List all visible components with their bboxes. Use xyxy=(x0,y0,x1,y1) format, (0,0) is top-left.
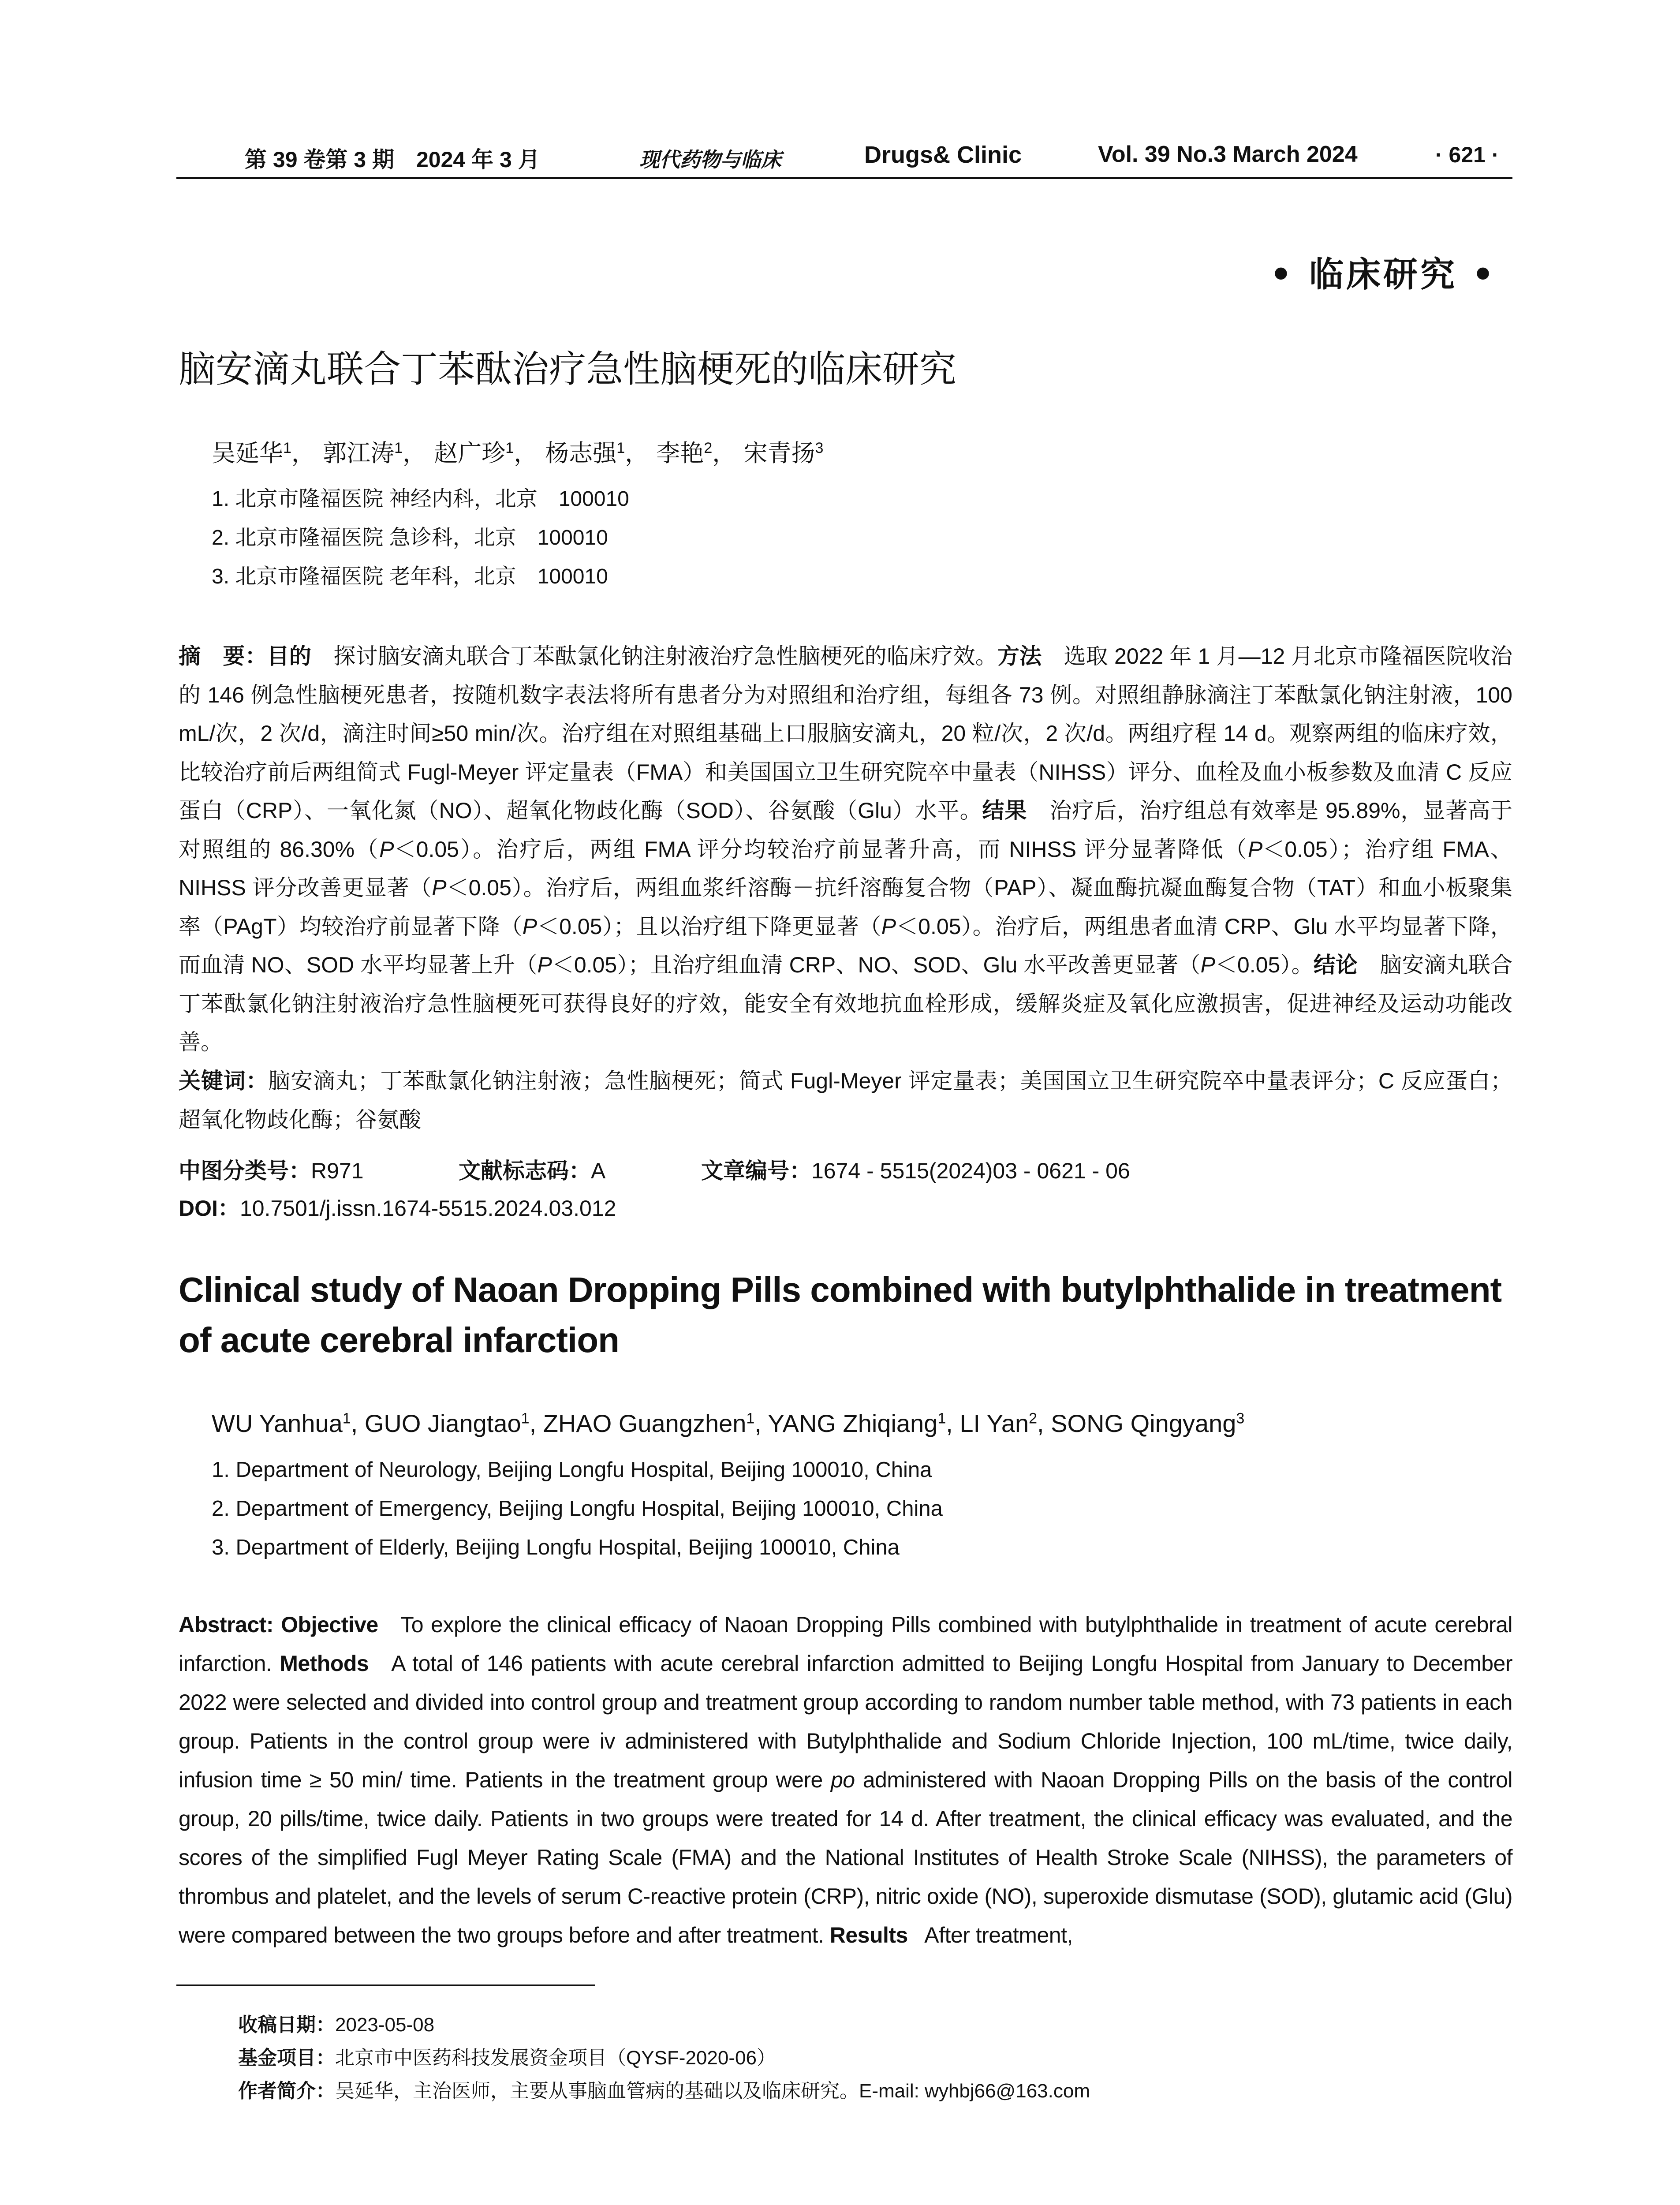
header-journal-en: Drugs& Clinic xyxy=(864,142,1022,168)
en-author-aff: 3 xyxy=(1236,1410,1245,1427)
cn-title: 脑安滴丸联合丁苯酞治疗急性脑梗死的临床研究 xyxy=(179,348,957,391)
cn-abstract xyxy=(179,637,1512,1062)
cn-doi: DOI：10.7501/j.issn.1674-5515.2024.03.012 xyxy=(179,1196,616,1221)
header-rule xyxy=(176,177,1512,179)
cn-author-aff: 1 xyxy=(505,440,514,456)
cn-author-aff: 1 xyxy=(616,440,625,456)
en-objective-label: Objective xyxy=(281,1612,378,1637)
en-author: SONG Qingyang xyxy=(1051,1409,1236,1437)
footnote-received: 收稿日期：2023-05-08 xyxy=(238,2014,435,2036)
en-author-aff: 2 xyxy=(1029,1410,1038,1427)
cn-author: 杨志强 xyxy=(545,439,617,467)
en-author-aff: 1 xyxy=(521,1410,530,1427)
cn-author: 宋青扬 xyxy=(743,439,815,467)
cn-keywords-text: 脑安滴丸；丁苯酞氯化钠注射液；急性脑梗死；简式 Fugl-Meyer 评定量表；美国国立卫生研究院卒中量表评分；C 反应蛋白；超氧化物歧化酶；谷氨酸 xyxy=(179,1069,1512,1132)
en-affiliation: 1. Department of Neurology, Beijing Longfu Hospital, Beijing 100010, China xyxy=(212,1458,932,1482)
cn-clc: 中图分类号：R971 xyxy=(179,1159,364,1183)
en-affiliation: 3. Department of Elderly, Beijing Longfu Hospital, Beijing 100010, China xyxy=(212,1536,900,1559)
footnote-author-bio: 作者简介：吴延华，主治医师，主要从事脑血管病的基础以及临床研究。E-mail: wyhbj66@163.com xyxy=(238,2080,1090,2102)
en-author: ZHAO Guangzhen xyxy=(543,1409,747,1437)
cn-affiliation: 1. 北京市隆福医院 神经内科，北京 100010 xyxy=(212,487,629,511)
cn-results-label: 结果 xyxy=(982,798,1027,823)
cn-doc-code: 文献标志码：A xyxy=(459,1159,606,1183)
en-objective: To explore the clinical efficacy of Naoan Dropping Pills combined with butylphthalide in treatment of acute cerebral infarction. xyxy=(179,1612,1512,1676)
cn-author: 李艳 xyxy=(656,439,704,467)
cn-author: 郭江涛 xyxy=(323,439,395,467)
cn-objective: 探讨脑安滴丸联合丁苯酞氯化钠注射液治疗急性脑梗死的临床疗效。 xyxy=(333,644,997,669)
cn-objective-label: 目的 xyxy=(267,644,312,669)
section-tag: • 临床研究 • xyxy=(1270,254,1497,295)
cn-author-aff: 1 xyxy=(283,440,291,456)
header-journal-cn: 现代药物与临床 xyxy=(639,148,781,172)
header-issue-cn: 第 39 卷第 3 期 2024 年 3 月 xyxy=(245,147,540,172)
cn-abstract-label: 摘 要： xyxy=(179,644,267,669)
en-authors: WU Yanhua$^1$, GUO Jiangtao$^1$, ZHAO Guangzhen$^1$, YANG Zhiqiang$^1$, LI Yan$^2$, SONG Qingyang$^3$ xyxy=(212,1409,1245,1437)
cn-methods: 选取 2022 年 1 月—12 月北京市隆福医院收治的 146 例急性脑梗死患者，按随机数字表法将所有患者分为对照组和治疗组，每组各 73 例。对照组静脉滴注丁苯酞氯化钠注射液，100 mL/次，2 次/d，滴注时间≥50 min/次。治疗组在对照组基础上口服脑安滴丸，20 粒/次，2 次/d。两组疗程 14 d。观察两组的临床疗效，比较治疗前后两组简式 Fugl-Meyer 评定量表（FMA）和美国国立卫生研究院卒中量表（NIHSS）评分、血栓及血小板参数及血清 C 反应蛋白（CRP）、一氧化氮（NO）、超氧化物歧化酶（SOD）、谷氨酸（Glu）水平。 xyxy=(179,644,1512,823)
en-author-aff: 1 xyxy=(342,1410,351,1427)
cn-author-aff: 2 xyxy=(704,440,713,456)
footnote-fund: 基金项目：北京市中医药科技发展资金项目（QYSF-2020-06） xyxy=(238,2047,776,2069)
cn-keywords xyxy=(179,1062,1512,1139)
cn-author: 吴延华 xyxy=(212,439,283,467)
en-author: GUO Jiangtao xyxy=(364,1409,521,1437)
en-abstract xyxy=(179,1605,1512,1955)
cn-authors: 吴延华$^1$， 郭江涛$^1$， 赵广珍$^1$， 杨志强$^1$， 李艳$^2$， 宋青扬$^3$ xyxy=(212,439,824,467)
en-author: LI Yan xyxy=(959,1409,1029,1437)
header-page-number: · 621 · xyxy=(1435,142,1499,167)
footnote-rule xyxy=(176,1984,595,1986)
en-methods-label: Methods xyxy=(280,1651,369,1676)
en-author-aff: 1 xyxy=(937,1410,946,1427)
en-methods: A total of 146 patients with acute cerebral infarction admitted to Beijing Longfu Hospital from January to December 2022 were selected and divided into control group and treatment group according to random number table method, with 73 patients in each group. Patients in the control group were iv administered with Butylphthalide and Sodium Chloride Injection, 100 mL/time, twice daily, infusion time ≥ 50 min/ time. Patients in the treatment group were po administered with Naoan Dropping Pills on the basis of the control group, 20 pills/time, twice daily. Patients in two groups were treated for 14 d. After treatment, the clinical efficacy was evaluated, and the scores of the simplified Fugl Meyer Rating Scale (FMA) and the National Institutes of Health Stroke Scale (NIHSS), the parameters of thrombus and platelet, and the levels of serum C-reactive protein (CRP), nitric oxide (NO), superoxide dismutase (SOD), glutamic acid (Glu) were compared between the two groups before and after treatment. xyxy=(179,1651,1512,1947)
cn-conclusion: 脑安滴丸联合丁苯酞氯化钠注射液治疗急性脑梗死可获得良好的疗效，能安全有效地抗血栓形成，缓解炎症及氧化应激损害，促进神经及运动功能改善。 xyxy=(179,953,1513,1054)
en-author-aff: 1 xyxy=(746,1410,755,1427)
cn-author-aff: 3 xyxy=(815,440,824,456)
cn-conclusion-label: 结论 xyxy=(1313,953,1358,977)
en-title: Clinical study of Naoan Dropping Pills combined with butylphthalide in treatment of acute cerebral infarction xyxy=(179,1270,1502,1360)
cn-methods-label: 方法 xyxy=(997,644,1042,669)
cn-keywords-label: 关键词： xyxy=(179,1069,269,1093)
cn-article-no: 文章编号：1674 - 5515(2024)03 - 0621 - 06 xyxy=(701,1159,1130,1183)
en-affiliation: 2. Department of Emergency, Beijing Longfu Hospital, Beijing 100010, China xyxy=(212,1497,943,1521)
en-author: YANG Zhiqiang xyxy=(768,1409,938,1437)
header-issue-en: Vol. 39 No.3 March 2024 xyxy=(1098,142,1358,167)
cn-author: 赵广珍 xyxy=(434,439,506,467)
en-results: After treatment, xyxy=(924,1923,1073,1947)
cn-author-aff: 1 xyxy=(394,440,403,456)
en-author: WU Yanhua xyxy=(212,1409,343,1437)
en-results-label: Results xyxy=(829,1923,908,1947)
cn-affiliation: 2. 北京市隆福医院 急诊科，北京 100010 xyxy=(212,526,608,549)
en-abstract-label: Abstract: xyxy=(179,1612,273,1637)
cn-results: 治疗后，治疗组总有效率是 95.89%，显著高于对照组的 86.30%（P＜0.05）。治疗后，两组 FMA 评分均较治疗前显著升高，而 NIHSS 评分显著降低（P＜0.05）；治疗组 FMA、NIHSS 评分改善更显著（P＜0.05）。治疗后，两组血浆纤溶酶－抗纤溶酶复合物（PAP）、凝血酶抗凝血酶复合物（TAT）和血小板聚集率（PAgT）均较治疗前显著下降（P＜0.05）；且以治疗组下降更显著（P＜0.05）。治疗后，两组患者血清 CRP、Glu 水平均显著下降，而血清 NO、SOD 水平均显著上升（P＜0.05）；且治疗组血清 CRP、NO、SOD、Glu 水平改善更显著（P＜0.05）。 xyxy=(179,798,1512,977)
cn-affiliation: 3. 北京市隆福医院 老年科，北京 100010 xyxy=(212,565,608,588)
